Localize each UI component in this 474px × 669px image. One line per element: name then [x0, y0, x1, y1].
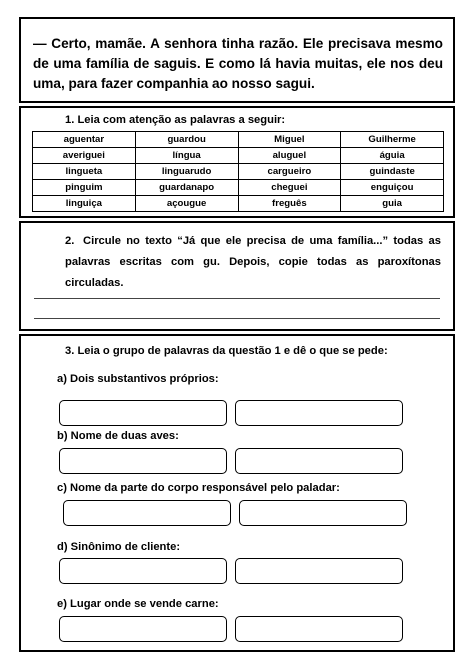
answer-box-c2[interactable]: [239, 500, 407, 526]
table-cell: língua: [135, 148, 238, 164]
question1-title: 1. Leia com atenção as palavras a seguir:: [65, 114, 286, 126]
table-cell: guindaste: [341, 164, 444, 180]
answer-box-a1[interactable]: [59, 400, 227, 426]
table-row: [33, 132, 444, 148]
item-a-label: a) Dois substantivos próprios:: [57, 373, 219, 385]
answer-box-e2[interactable]: [235, 616, 403, 642]
question2-instruction: Circule no texto “Já que ele precisa de uma família...” todas as palavras escritas com gu. Depois, copie todas as paroxítonas circuladas.: [65, 235, 441, 289]
table-row: [33, 196, 444, 212]
answer-line-1[interactable]: [34, 298, 440, 299]
intro-text: — Certo, mamãe. A senhora tinha razão. Ele precisava mesmo de uma família de saguis. E como lá havia muitas, ele nos deu uma, para fazer companhia ao nosso sagui.: [33, 36, 443, 91]
item-b-label: b) Nome de duas aves:: [57, 430, 179, 442]
table-cell: guardanapo: [135, 180, 238, 196]
answer-box-b1[interactable]: [59, 448, 227, 474]
table-cell: linguarudo: [135, 164, 238, 180]
table-cell: águia: [341, 148, 444, 164]
table-cell: aguentar: [33, 132, 136, 148]
question1-box: [19, 106, 455, 218]
answer-box-e1[interactable]: [59, 616, 227, 642]
answer-box-b2[interactable]: [235, 448, 403, 474]
question2-text: [65, 231, 441, 294]
table-cell: cheguei: [238, 180, 341, 196]
table-row: [33, 180, 444, 196]
table-cell: aluguel: [238, 148, 341, 164]
table-cell: freguês: [238, 196, 341, 212]
intro-box: [19, 17, 455, 103]
table-cell: pinguim: [33, 180, 136, 196]
table-cell: cargueiro: [238, 164, 341, 180]
item-e-label: e) Lugar onde se vende carne:: [57, 598, 219, 610]
question2-number: 2.: [65, 235, 75, 247]
question3-title: 3. Leia o grupo de palavras da questão 1 e dê o que se pede:: [65, 345, 388, 357]
answer-box-d1[interactable]: [59, 558, 227, 584]
item-d-label: d) Sinônimo de cliente:: [57, 541, 181, 553]
answer-box-a2[interactable]: [235, 400, 403, 426]
word-table: [32, 131, 444, 212]
question2-box: [19, 221, 455, 331]
table-cell: Miguel: [238, 132, 341, 148]
table-row: [33, 148, 444, 164]
table-cell: açougue: [135, 196, 238, 212]
table-cell: lingueta: [33, 164, 136, 180]
table-cell: Guilherme: [341, 132, 444, 148]
question3-box: [19, 334, 455, 652]
table-cell: averiguei: [33, 148, 136, 164]
item-c-label: c) Nome da parte do corpo responsável pelo paladar:: [57, 482, 340, 494]
answer-box-c1[interactable]: [63, 500, 231, 526]
table-row: [33, 164, 444, 180]
answer-box-d2[interactable]: [235, 558, 403, 584]
table-cell: guardou: [135, 132, 238, 148]
answer-line-2[interactable]: [34, 318, 440, 319]
table-cell: enguiçou: [341, 180, 444, 196]
table-cell: linguiça: [33, 196, 136, 212]
table-cell: guia: [341, 196, 444, 212]
